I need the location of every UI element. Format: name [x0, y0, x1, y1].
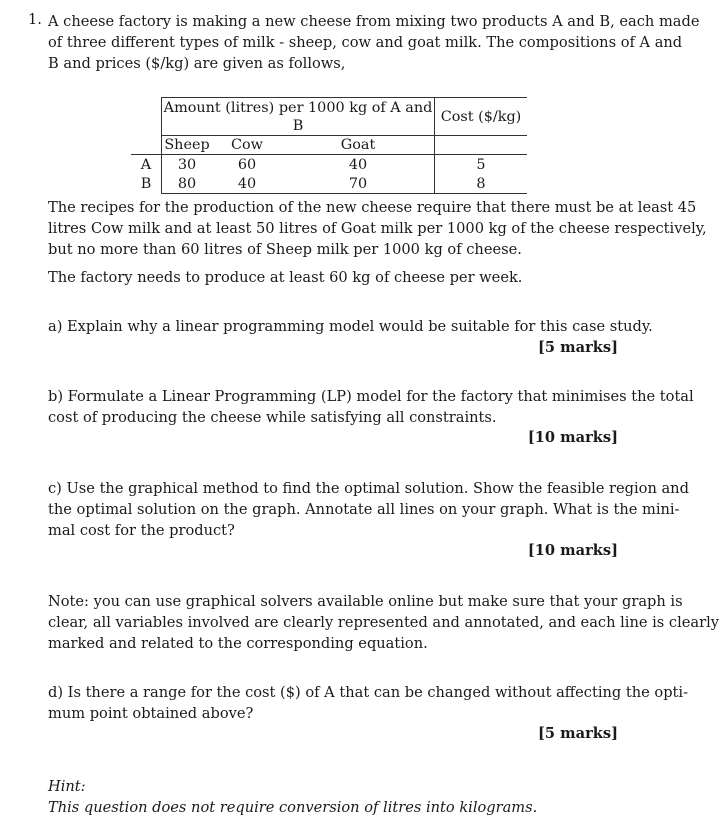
- part-b-line: b) Formulate a Linear Programming (LP) model for the factory that minimises the total: [48, 388, 694, 405]
- part-d-line: d) Is there a range for the cost ($) of A that can be changed without affecting the opti-: [48, 684, 689, 701]
- table-row: [131, 155, 527, 175]
- column-header-sheep: Sheep: [162, 136, 213, 155]
- cell-cost: 8: [435, 174, 528, 194]
- part-a-line: a) Explain why a linear programming model would be suitable for this case study.: [48, 318, 653, 335]
- note-line: marked and related to the corresponding equation.: [48, 635, 428, 652]
- part-c-line: the optimal solution on the graph. Annotate all lines on your graph. What is the mini-: [48, 501, 680, 518]
- column-header-goat: Goat: [282, 136, 435, 155]
- note-text: [48, 591, 719, 654]
- part-c-text: [48, 478, 689, 541]
- hint-text: This question does not require conversion of litres into kilograms.: [48, 799, 538, 816]
- recipe-line: The recipes for the production of the new cheese require that there must be at least 45: [48, 199, 697, 216]
- part-c-marks: [10 marks]: [527, 542, 618, 559]
- recipe-line: but no more than 60 litres of Sheep milk per 1000 kg of cheese.: [48, 241, 522, 258]
- cell-cow: 40: [212, 174, 282, 194]
- intro-line: of three different types of milk - sheep, cow and goat milk. The compositions of A and: [48, 34, 683, 51]
- cell-goat: 70: [282, 174, 435, 194]
- table-corner: [131, 98, 162, 136]
- table-corner: [131, 136, 162, 155]
- part-d-marks: [5 marks]: [538, 725, 618, 742]
- table-row: [131, 174, 527, 194]
- cell-cost: 5: [476, 157, 486, 173]
- note-line: Note: you can use graphical solvers available online but make sure that your graph is: [48, 593, 683, 610]
- cell-sheep: 30: [177, 157, 197, 173]
- production-paragraph: [48, 267, 620, 288]
- cell-sheep: 80: [162, 174, 213, 194]
- column-header-cow: Cow: [212, 136, 282, 155]
- part-b-text: [48, 386, 694, 428]
- part-c-line: c) Use the graphical method to find the optimal solution. Show the feasible region and: [48, 480, 689, 497]
- note-line: clear, all variables involved are clearly represented and annotated, and each line is clearly: [48, 614, 719, 631]
- part-a-marks: [5 marks]: [538, 339, 618, 356]
- row-label: A: [131, 155, 162, 175]
- cost-header: Cost ($/kg): [435, 98, 528, 136]
- column-header-cost: [435, 136, 528, 155]
- part-d-line: mum point obtained above?: [48, 705, 254, 722]
- question-intro: [48, 11, 700, 74]
- amount-header: Amount (litres) per 1000 kg of A and B: [162, 98, 435, 136]
- part-a-text: [48, 316, 653, 337]
- row-label: B: [131, 174, 162, 194]
- recipe-paragraph: [48, 197, 707, 260]
- part-b-line: cost of producing the cheese while satisfying all constraints.: [48, 409, 497, 426]
- intro-line: A cheese factory is making a new cheese from mixing two products A and B, each made: [48, 13, 700, 30]
- question-number: 1.: [28, 11, 42, 28]
- cell-goat: 40: [282, 155, 435, 175]
- part-c-line: mal cost for the product?: [48, 522, 235, 539]
- part-d-text: [48, 682, 689, 724]
- recipe-line: litres Cow milk and at least 50 litres of Goat milk per 1000 kg of the cheese respectively,: [48, 220, 707, 237]
- production-line: The factory needs to produce at least 60 kg of cheese per week.: [48, 269, 523, 286]
- hint-block: [48, 776, 537, 818]
- composition-table: [131, 97, 527, 194]
- intro-line: B and prices ($/kg) are given as follows,: [48, 55, 346, 72]
- hint-title: Hint:: [48, 778, 86, 795]
- cell-cow: 60: [237, 157, 257, 173]
- part-b-marks: [10 marks]: [527, 429, 618, 446]
